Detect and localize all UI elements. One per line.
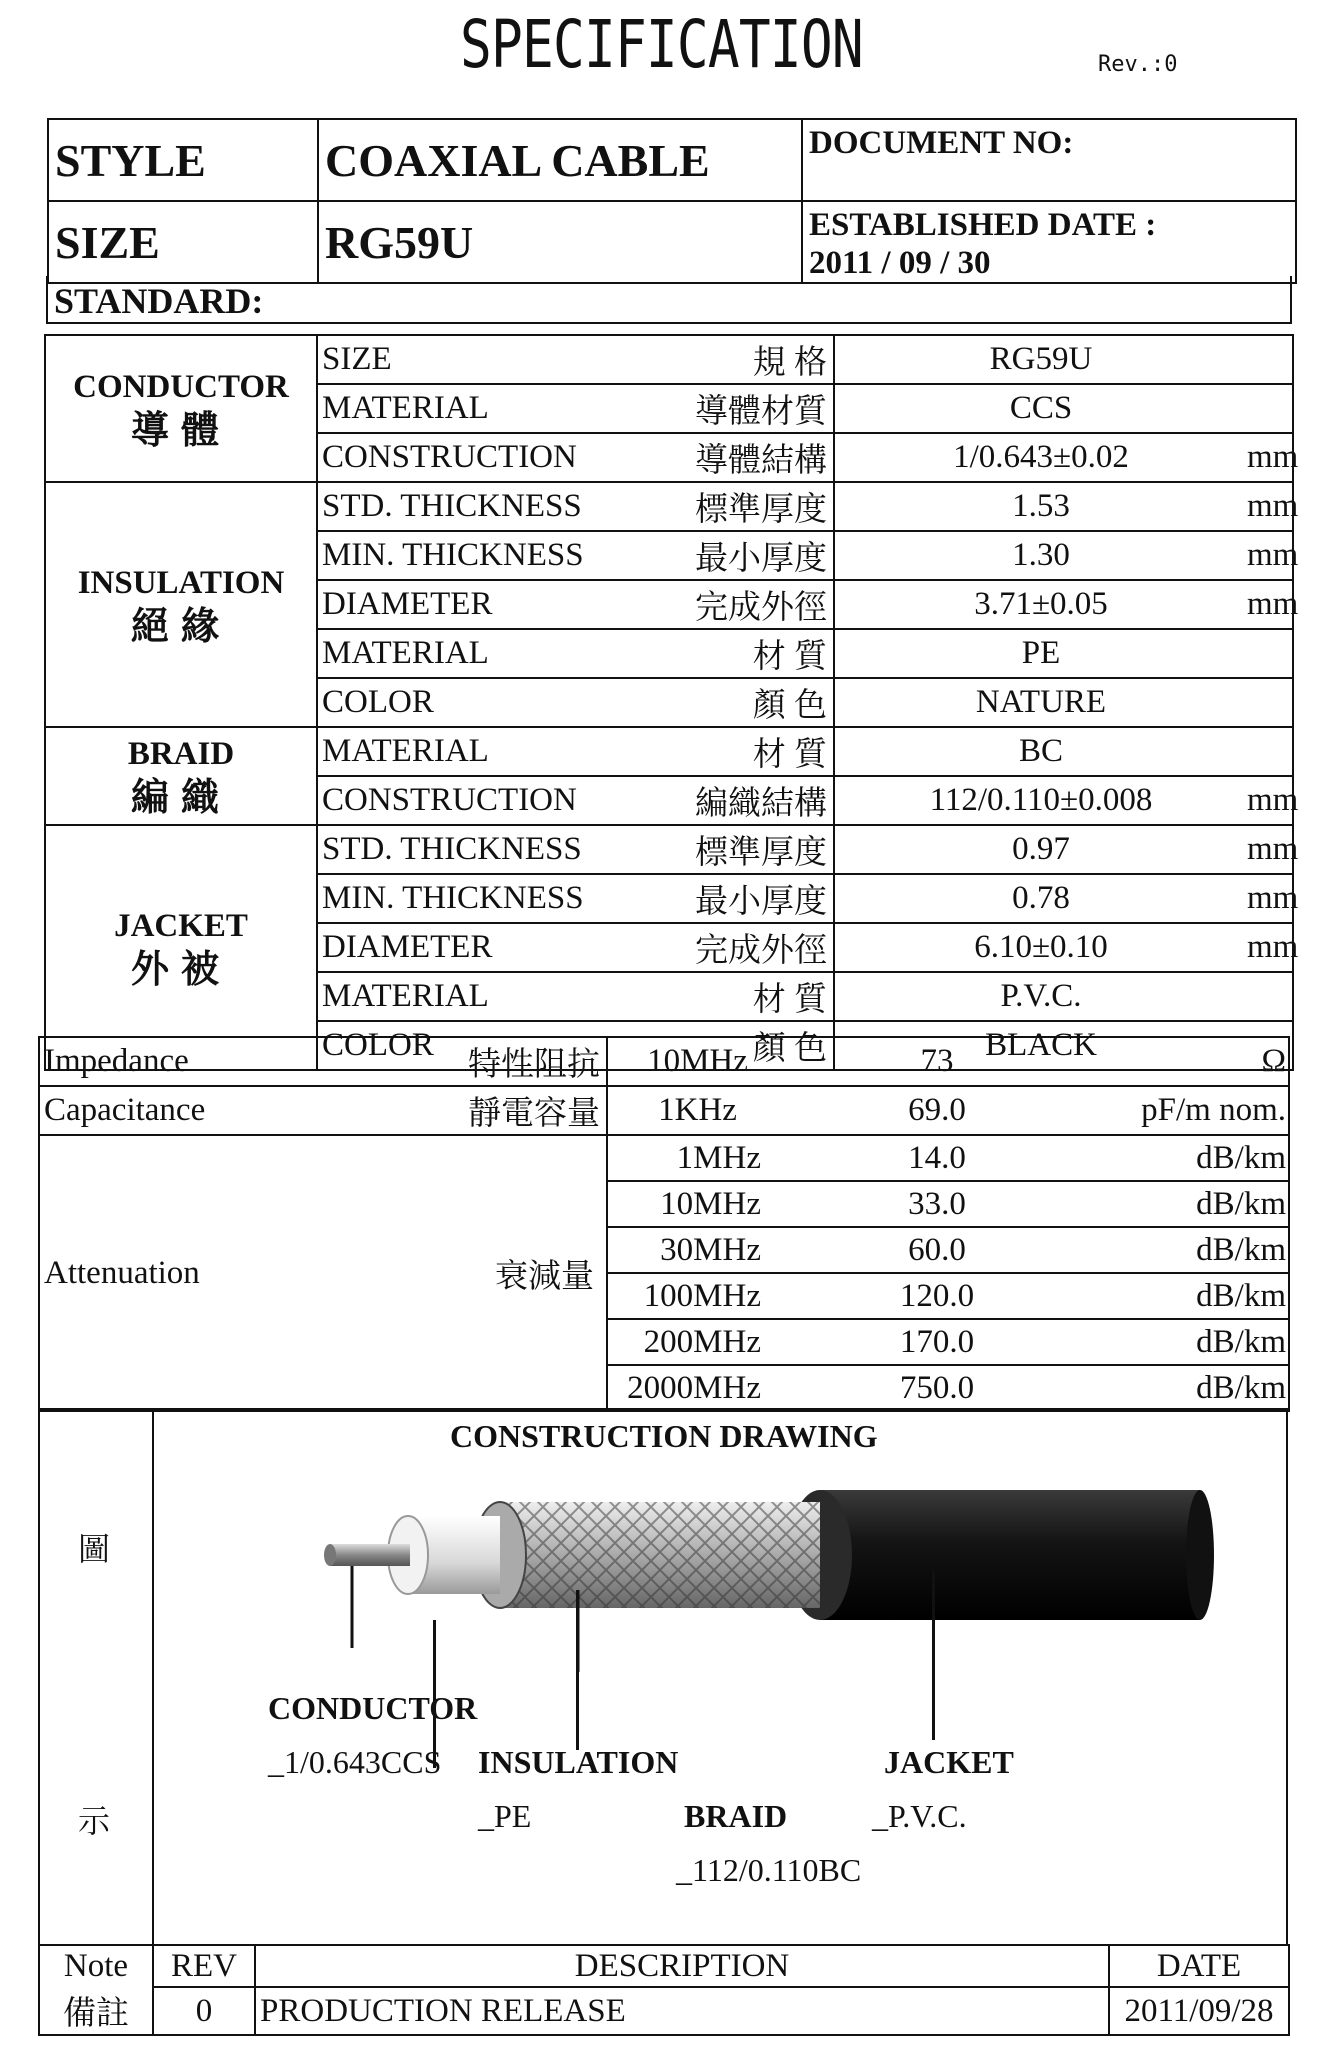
conductor-callout: CONDUCTOR (268, 1690, 478, 1726)
spec-value: 0.78 (834, 874, 1247, 923)
conductor-category-en: CONDUCTOR (73, 368, 289, 405)
style-label: STYLE (48, 119, 318, 201)
rev-header: REV (153, 1945, 255, 1987)
established-date-value: 2011 / 09 / 30 (809, 245, 991, 281)
established-date (802, 201, 1296, 283)
spec-en: STD. THICKNESS (317, 482, 640, 531)
jacket-callout: JACKET (884, 1744, 1014, 1780)
drawing-side-bottom: 示 (78, 1803, 111, 1839)
spec-zh: 規 格 (640, 335, 834, 384)
spec-unit: mm (1247, 433, 1293, 482)
spec-en: CONSTRUCTION (317, 433, 640, 482)
spec-en: MIN. THICKNESS (317, 874, 640, 923)
braid-category (45, 727, 317, 825)
spec-zh: 材 質 (640, 972, 834, 1021)
conductor-category (45, 335, 317, 482)
spec-value: 1/0.643±0.02 (834, 433, 1247, 482)
spec-value: BC (834, 727, 1247, 776)
jacket-category-en: JACKET (114, 907, 248, 944)
attenuation-unit: dB/km (1087, 1365, 1289, 1411)
impedance-label: Impedance (39, 1037, 439, 1086)
document-no-label: DOCUMENT NO: (802, 119, 1296, 201)
attenuation-unit: dB/km (1087, 1181, 1289, 1227)
note-label-en: Note (39, 1945, 153, 1987)
cable-illustration (300, 1480, 1240, 1680)
spec-zh: 標準厚度 (640, 482, 834, 531)
spec-zh: 顏 色 (640, 678, 834, 727)
braid-callout: BRAID (684, 1798, 788, 1834)
braid-category-zh: 編織 (130, 777, 231, 819)
attenuation-value: 14.0 (787, 1135, 1087, 1181)
spec-en: COLOR (317, 678, 640, 727)
spec-zh: 編織結構 (640, 776, 834, 825)
spec-unit: mm (1247, 923, 1293, 972)
construction-drawing-title: CONSTRUCTION DRAWING (450, 1418, 878, 1454)
spec-value: 6.10±0.10 (834, 923, 1247, 972)
spec-en: STD. THICKNESS (317, 825, 640, 874)
spec-value: 3.71±0.05 (834, 580, 1247, 629)
spec-zh: 最小厚度 (640, 531, 834, 580)
spec-zh: 完成外徑 (640, 923, 834, 972)
spec-zh: 導體材質 (640, 384, 834, 433)
spec-unit: mm (1247, 580, 1293, 629)
spec-value: P.V.C. (834, 972, 1247, 1021)
spec-zh: 材 質 (640, 727, 834, 776)
header-table (47, 118, 1297, 284)
insulation-callout-sub: _PE (478, 1798, 532, 1834)
spec-zh: 顏 色 (640, 1021, 834, 1070)
capacitance-label: Capacitance (39, 1086, 439, 1135)
spec-en: MATERIAL (317, 972, 640, 1021)
electrical-table (38, 1036, 1290, 1412)
spec-zh: 導體結構 (640, 433, 834, 482)
spec-value: 112/0.110±0.008 (834, 776, 1247, 825)
insulation-callout: INSULATION (478, 1744, 679, 1780)
date-value: 2011/09/28 (1109, 1987, 1289, 2035)
capacitance-label-zh: 靜電容量 (439, 1086, 607, 1135)
note-label-zh: 備註 (39, 1987, 153, 2035)
spec-value: NATURE (834, 678, 1247, 727)
braid-layer (474, 1502, 820, 1608)
impedance-freq: 10MHz (607, 1037, 787, 1086)
style-value: COAXIAL CABLE (318, 119, 802, 201)
spec-table (44, 334, 1299, 1071)
attenuation-unit: dB/km (1087, 1135, 1289, 1181)
revision-table (38, 1944, 1290, 2036)
conductor-callout-sub: _1/0.643CCS (268, 1744, 442, 1780)
attenuation-value: 120.0 (787, 1273, 1087, 1319)
size-value: RG59U (318, 201, 802, 283)
attenuation-value: 170.0 (787, 1319, 1087, 1365)
spec-value: BLACK (834, 1021, 1247, 1070)
attenuation-label-zh: 衰減量 (439, 1135, 607, 1411)
attenuation-unit: dB/km (1087, 1273, 1289, 1319)
spec-en: DIAMETER (317, 580, 640, 629)
rev-value: 0 (153, 1987, 255, 2035)
spec-en: MATERIAL (317, 629, 640, 678)
spec-unit (1247, 972, 1293, 1021)
spec-value: 1.30 (834, 531, 1247, 580)
attenuation-freq: 30MHz (607, 1227, 787, 1273)
description-header: DESCRIPTION (255, 1945, 1109, 1987)
spec-unit: mm (1247, 531, 1293, 580)
description-value: PRODUCTION RELEASE (255, 1987, 1109, 2035)
established-date-label: ESTABLISHED DATE : (809, 207, 1157, 243)
conductor-category-zh: 導體 (130, 409, 231, 452)
attenuation-freq: 200MHz (607, 1319, 787, 1365)
spec-unit: mm (1247, 825, 1293, 874)
jacket-category-zh: 外被 (130, 948, 231, 991)
attenuation-label: Attenuation (39, 1135, 439, 1411)
impedance-label-zh: 特性阻抗 (439, 1037, 607, 1086)
attenuation-freq: 10MHz (607, 1181, 787, 1227)
spec-zh: 最小厚度 (640, 874, 834, 923)
revision-label: Rev.:0 (1098, 52, 1178, 77)
attenuation-freq: 2000MHz (607, 1365, 787, 1411)
jacket-leader-line (932, 1570, 935, 1740)
braid-callout-sub: _112/0.110BC (676, 1852, 862, 1888)
capacitance-unit: pF/m nom. (1087, 1086, 1289, 1135)
spec-unit: mm (1247, 874, 1293, 923)
conductor-layer (324, 1544, 410, 1566)
spec-value: PE (834, 629, 1247, 678)
spec-en: MATERIAL (317, 727, 640, 776)
spec-en: CONSTRUCTION (317, 776, 640, 825)
spec-en: MIN. THICKNESS (317, 531, 640, 580)
attenuation-unit: dB/km (1087, 1227, 1289, 1273)
insulation-category-en: INSULATION (77, 564, 285, 601)
spec-zh: 標準厚度 (640, 825, 834, 874)
spec-value: 1.53 (834, 482, 1247, 531)
spec-unit: mm (1247, 482, 1293, 531)
impedance-unit: Ω (1087, 1037, 1289, 1086)
spec-unit (1247, 384, 1293, 433)
capacitance-freq: 1KHz (607, 1086, 787, 1135)
capacitance-value: 69.0 (787, 1086, 1087, 1135)
spec-unit (1247, 678, 1293, 727)
spec-value: 0.97 (834, 825, 1247, 874)
braid-leader-line (576, 1590, 579, 1750)
size-label: SIZE (48, 201, 318, 283)
insulation-category-zh: 絕緣 (130, 605, 231, 648)
insulation-category (45, 482, 317, 727)
spec-en: MATERIAL (317, 384, 640, 433)
jacket-layer (788, 1490, 1214, 1620)
standard-label: STANDARD: (46, 276, 1292, 324)
spec-unit (1247, 629, 1293, 678)
attenuation-unit: dB/km (1087, 1319, 1289, 1365)
attenuation-freq: 1MHz (607, 1135, 787, 1181)
spec-value: CCS (834, 384, 1247, 433)
jacket-category (45, 825, 317, 1070)
spec-value: RG59U (834, 335, 1247, 384)
spec-en: SIZE (317, 335, 640, 384)
spec-zh: 材 質 (640, 629, 834, 678)
spec-en: COLOR (317, 1021, 640, 1070)
attenuation-value: 33.0 (787, 1181, 1087, 1227)
attenuation-value: 750.0 (787, 1365, 1087, 1411)
spec-unit: mm (1247, 776, 1293, 825)
impedance-value: 73 (787, 1037, 1087, 1086)
spec-unit (1247, 727, 1293, 776)
page-title: SPECIFICATION (460, 6, 863, 83)
drawing-divider (152, 1408, 154, 1946)
attenuation-freq: 100MHz (607, 1273, 787, 1319)
braid-category-en: BRAID (127, 736, 235, 772)
date-header: DATE (1109, 1945, 1289, 1987)
jacket-callout-sub: _P.V.C. (872, 1798, 967, 1834)
attenuation-value: 60.0 (787, 1227, 1087, 1273)
drawing-side-top: 圖 (78, 1531, 111, 1567)
spec-unit (1247, 335, 1293, 384)
spec-zh: 完成外徑 (640, 580, 834, 629)
spec-en: DIAMETER (317, 923, 640, 972)
